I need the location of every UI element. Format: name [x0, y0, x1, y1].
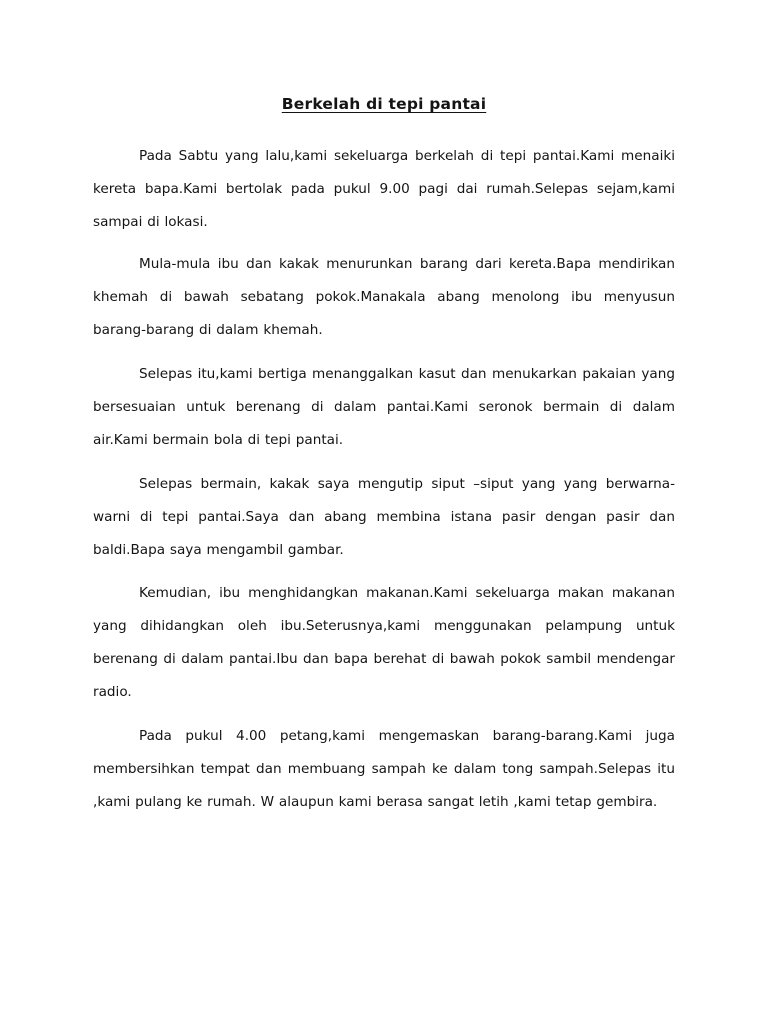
paragraph-2: Mula-mula ibu dan kakak menurunkan barang dari kereta.Bapa mendirikan khemah di bawah sebatang pokok.Manakala abang menolong ibu menyusun barang-barang di dalam khemah.: [93, 256, 675, 338]
paragraph-3: Selepas itu,kami bertiga menanggalkan kasut dan menukarkan pakaian yang bersesuaian untuk berenang di dalam pantai.Kami seronok bermain di dalam air.Kami bermain bola di tepi pantai.: [93, 366, 675, 448]
paragraph-6: Pada pukul 4.00 petang,kami mengemaskan barang-barang.Kami juga membersihkan tempat dan membuang sampah ke dalam tong sampah.Selepas itu ,kami pulang ke rumah. W alaupun kami berasa sangat letih ,kami tetap gembira.: [93, 728, 675, 810]
document-title: Berkelah di tepi pantai: [281, 95, 487, 113]
paragraph-4: Selepas bermain, kakak saya mengutip siput –siput yang yang berwarna-warni di tepi pantai.Saya dan abang membina istana pasir dengan pasir dan baldi.Bapa saya mengambil gambar.: [93, 476, 675, 558]
paragraph-1: Pada Sabtu yang lalu,kami sekeluarga berkelah di tepi pantai.Kami menaiki kereta bapa.Kami bertolak pada pukul 9.00 pagi dai rumah.Selepas sejam,kami sampai di lokasi.: [93, 148, 675, 230]
paragraph-5: Kemudian, ibu menghidangkan makanan.Kami sekeluarga makan makanan yang dihidangkan oleh ibu.Seterusnya,kami menggunakan pelampung untuk berenang di dalam pantai.Ibu dan bapa berehat di bawah pokok sambil mendengar radio.: [93, 585, 675, 700]
